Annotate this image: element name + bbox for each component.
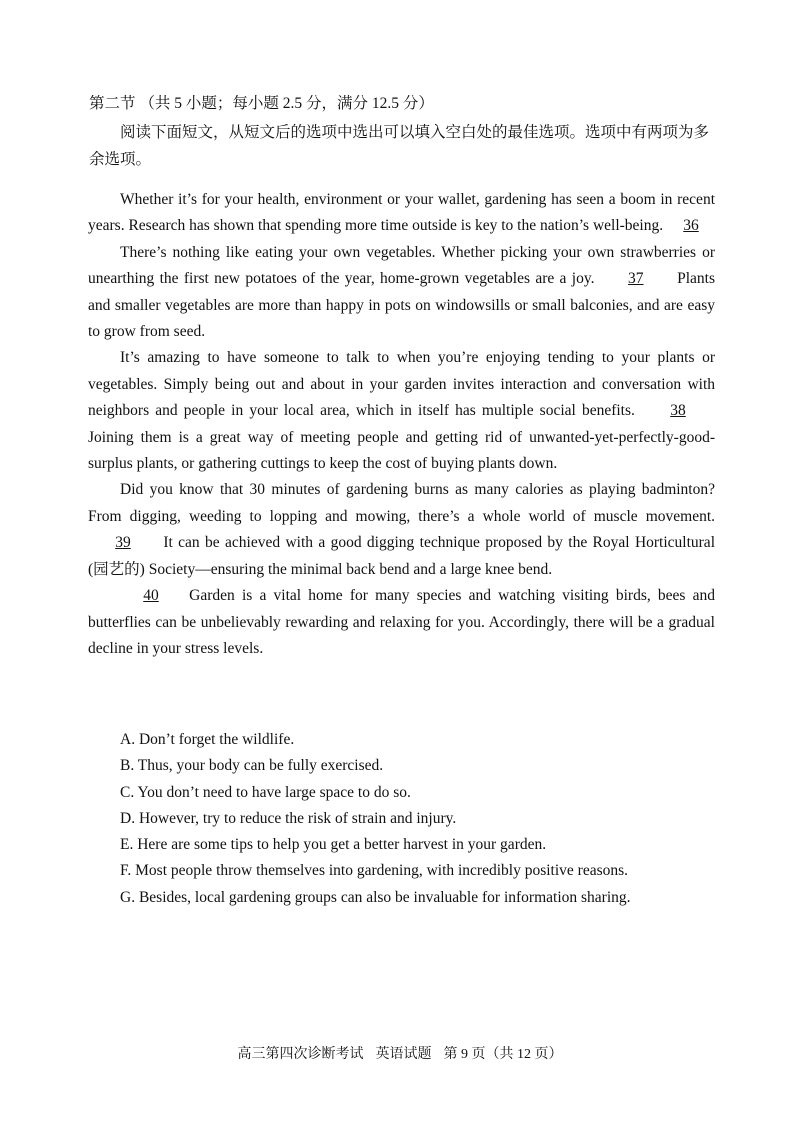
paragraph-2-after: Plants and smaller vegetables are more than happy in pots on windowsills or small balconies, and are easy to grow from seed. [88,270,716,341]
paragraph-5 [88,583,715,662]
paragraph-1 [88,187,715,240]
option-c: C. You don’t need to have large space to do so. [120,783,411,801]
paragraph-5-after: Garden is a vital home for many species and watching visiting birds, bees and butterflies can be unbelievably rewarding and relaxing for you. Accordingly, there will be a gradual decline in your stress levels. [88,587,715,657]
section-title: 第二节 （共 5 小题；每小题 2.5 分，满分 12.5 分） [89,95,434,112]
option-b: B. Thus, your body can be fully exercised. [120,757,384,775]
blank-39: 39 [115,534,131,552]
footer-subject: 英语试题 [375,1047,432,1062]
paragraph-4 [88,477,715,583]
paragraph-3 [88,345,715,477]
option-f: F. Most people throw themselves into gardening, with incredibly positive reasons. [120,862,629,880]
option-d: D. However, try to reduce the risk of strain and injury. [120,809,457,827]
paragraph-2 [88,240,715,346]
blank-38: 38 [670,402,686,420]
blank-40: 40 [143,587,159,605]
page-footer [0,1045,800,1065]
paragraph-3-after: Joining them is a great way of meeting people and getting rid of unwanted-yet-perfectly-good-surplus plants, or gathering cuttings to keep the cost of buying plants down. [88,428,715,473]
paragraph-2-before: There’s nothing like eating your own vegetables. Whether picking your own strawberries or unearthing the first new potatoes of the year, home-grown vegetables are a joy. [88,243,715,288]
footer-exam: 高三第四次诊断考试 [237,1047,364,1062]
option-a: A. Don’t forget the wildlife. [120,731,295,748]
footer-page: 第 9 页（共 12 页） [443,1047,563,1062]
instructions: 阅读下面短文，从短文后的选项中选出可以填入空白处的最佳选项。选项中有两项为多余选项。 [89,124,710,168]
option-g: G. Besides, local gardening groups can also be invaluable for information sharing. [120,888,631,906]
paragraph-4-before: Did you know that 30 minutes of gardening burns as many calories as playing badminton? From digging, weeding to lopping and mowing, there’s a whole world of muscle movement. [88,481,715,525]
paragraph-1-text: Whether it’s for your health, environment or your wallet, gardening has seen a boom in recent years. Research has shown that spending more time outside is key to the nation’s well-being. [88,191,715,235]
paragraph-4-after: It can be achieved with a good digging technique proposed by the Royal Horticultural (园艺的) Society—ensuring the minimal back bend and a large knee bend. [88,534,715,578]
blank-36: 36 [683,217,699,235]
passage [88,187,715,662]
option-e: E. Here are some tips to help you get a better harvest in your garden. [120,836,547,854]
paragraph-3-before: It’s amazing to have someone to talk to when you’re enjoying tending to your plants or vegetables. Simply being out and about in your garden invites interaction and conversation with neighbors and people in your local area, which in itself has multiple social benefits. [88,349,715,420]
blank-37: 37 [628,270,644,288]
options-list [120,727,720,911]
